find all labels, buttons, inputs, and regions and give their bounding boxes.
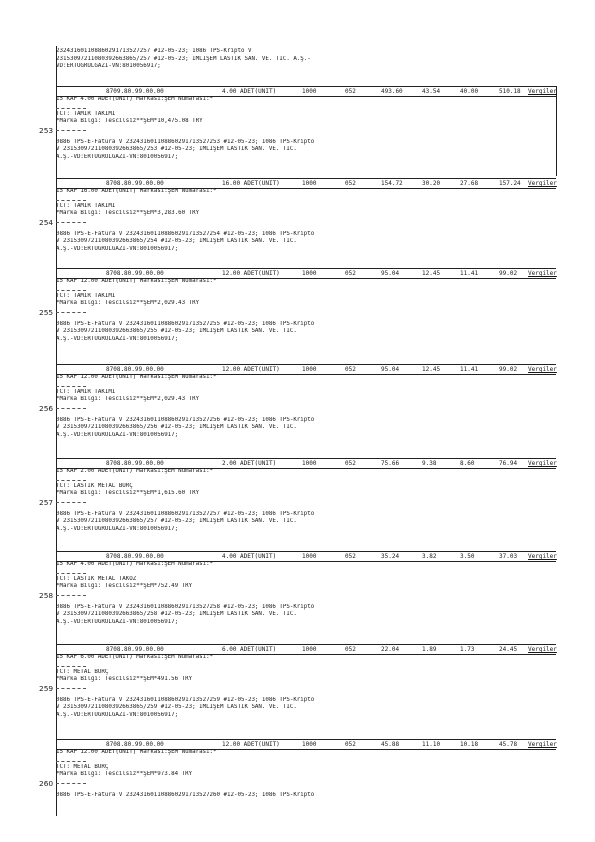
item-name: TCT: TAMİR TAKIMI [56,388,116,395]
item-v4: 510.18 [499,88,521,95]
top-line: 23153097211080392663865/257 #12-05-23; İMLİŞEM LASTİK SAN. VE. TİC. A.Ş.- [56,55,311,62]
item-c2: 052 [345,270,356,277]
item-invoice-line: 0886 TPS-E-Fatura V 232431601108860291713527260 #12-05-23; 1086 TPS-Kripto [56,791,315,798]
item-qty: 4.00 ADET(UNIT) [222,553,277,560]
item-description: 15 KAP 4.00 ADET(UNIT) Markası:ŞEM Numarası:* [56,96,214,102]
item-brand-info: *Marka Bilgi: Tescilsiz**ŞEM*752.49 TRY [56,583,193,590]
item-name: TCT: METAL BURÇ [56,668,109,675]
item-qty: 12.00 ADET(UNIT) [222,741,280,748]
item-c2: 052 [345,646,356,653]
item-v4: 45.78 [499,741,518,748]
item-v3: 1.73 [460,646,475,653]
item-number: 260 [39,779,54,788]
item-name: TCT: TAMİR TAKIMI [56,292,116,299]
dashed-separator [56,499,86,503]
item-invoice-line: A.Ş.-VD:ERTUĞRULGAZİ-VN:8010056917; [56,335,179,342]
item-v4: 157.24 [499,180,521,187]
item-brand-info: *Marka Bilgi: Tescilsiz**ŞEM*2,029.43 TRY [56,300,200,307]
item-v1: 154.72 [381,180,403,187]
item-invoice-line: V 23153097211080392663865/256 #12-05-23; İMLİŞEM LASTİK SAN. VE. TİC. [56,424,297,431]
item-brand-info: *Marka Bilgi: Tescilsiz**ŞEM*3,283.60 TRY [56,210,200,217]
item-brand-info: *Marka Bilgi: Tescilsiz**ŞEM*973.84 TRY [56,771,193,778]
item-qty: 12.00 ADET(UNIT) [222,270,280,277]
item-c2: 052 [345,741,356,748]
item-number: 258 [39,591,54,600]
item-name: TCT: LASTİK METAL BURÇ [56,482,133,489]
item-v3: 10.18 [460,741,479,748]
item-c2: 052 [345,460,356,467]
item-number: 255 [39,308,54,317]
item-invoice-line: 0886 TPS-E-Fatura V 232431601108860291713527257 #12-05-23; 1086 TPS-Kripto [56,510,315,517]
dashed-separator [56,663,86,667]
item-invoice-line: V 23153097211080392663865/259 #12-05-23; İMLİŞEM LASTİK SAN. VE. TİC. [56,704,297,711]
vergiler-link[interactable]: Vergiler [528,270,557,277]
dashed-separator [56,405,86,409]
item-invoice-line: A.Ş.-VD:ERTUĞRULGAZİ-VN:8010056917; [56,245,179,252]
dashed-separator [56,383,86,387]
vergiler-link[interactable]: Vergiler [528,366,557,373]
item-description: 15 KAP 4.00 ADET(UNIT) Markası:ŞEM Numarası:* [56,561,214,567]
item-v3: 40.00 [460,88,479,95]
item-v2: 11.10 [422,741,441,748]
item-v1: 493.60 [381,88,403,95]
item-c1: 1000 [302,180,317,187]
item-brand-info: *Marka Bilgi: Tescilsiz**ŞEM*1,615.60 TRY [56,490,200,497]
item-number: 259 [39,684,54,693]
item-v2: 3.82 [422,553,437,560]
item-body [56,374,556,440]
item-code: 8708.80.99.00.00 [106,366,164,373]
item-invoice-line: A.Ş.-VD:ERTUĞRULGAZİ-VN:8010056917; [56,618,179,625]
item-c2: 052 [345,553,356,560]
item-v2: 1.89 [422,646,437,653]
item-name: TCT: LASTİK METAL TAKOZ [56,575,137,582]
item-invoice-line: 0886 TPS-E-Fatura V 232431601108860291713527256 #12-05-23; 1086 TPS-Kripto [56,416,315,423]
item-v2: 12.45 [422,270,441,277]
item-invoice-line: V 23153097211080392663865/253 #12-05-23; İMLİŞEM LASTİK SAN. VE. TİC. [56,146,297,153]
item-v4: 99.02 [499,270,518,277]
item-c2: 052 [345,88,356,95]
dashed-separator [56,592,86,596]
item-description: 15 KAP 12.00 ADET(UNIT) Markası:ŞEM Numarası:* [56,374,217,380]
vergiler-link[interactable]: Vergiler [528,460,557,467]
item-v1: 95.04 [381,270,400,277]
top-line: VD:ERTUĞRULGAZİ-VN:8010056917; [56,63,161,70]
dashed-separator [56,780,86,784]
vergiler-link[interactable]: Vergiler [528,180,557,187]
vergiler-link[interactable]: Vergiler [528,741,557,748]
item-body [56,188,556,254]
item-invoice-line: 0886 TPS-E-Fatura V 232431601108860291713527259 #12-05-23; 1086 TPS-Kripto [56,696,315,703]
dashed-separator [56,477,86,481]
item-c1: 1000 [302,460,317,467]
item-body [56,468,556,534]
item-invoice-line: A.Ş.-VD:ERTUĞRULGAZİ-VN:8010056917; [56,711,179,718]
item-code: 8708.80.99.00.00 [106,460,164,467]
item-brand-info: *Marka Bilgi: Tescilsiz**ŞEM*491.56 TRY [56,676,193,683]
item-v2: 12.45 [422,366,441,373]
item-v3: 11.41 [460,366,479,373]
item-c2: 052 [345,180,356,187]
item-v4: 99.02 [499,366,518,373]
item-code: 8709.80.99.00.00 [106,88,164,95]
top-line: 232431601108860291713527257 #12-05-23; 1086 TPS-Kripto V [56,48,252,54]
item-name: TCT: METAL BURÇ [56,763,109,770]
item-c1: 1000 [302,646,317,653]
item-name: TCT: TAMİR TAKIMI [56,110,116,117]
item-number: 254 [39,218,54,227]
item-description: 15 KAP 12.00 ADET(UNIT) Markası:ŞEM Numarası:* [56,278,217,284]
item-v2: 30.20 [422,180,441,187]
item-qty: 2.00 ADET(UNIT) [222,460,277,467]
vergiler-link[interactable]: Vergiler [528,88,557,95]
top-continuation [56,48,556,71]
item-body [56,96,556,162]
item-v4: 76.94 [499,460,518,467]
item-description: 15 KAP 16.00 ADET(UNIT) Markası:ŞEM Numarası:* [56,188,217,194]
item-body [56,654,556,720]
item-qty: 4.00 ADET(UNIT) [222,88,277,95]
item-qty: 6.00 ADET(UNIT) [222,646,277,653]
dashed-separator [56,197,86,201]
item-number: 257 [39,498,54,507]
item-invoice-line: V 23153097211080392663865/258 #12-05-23; İMLİŞEM LASTİK SAN. VE. TİC. [56,611,297,618]
item-number: 256 [39,404,54,413]
item-v1: 45.88 [381,741,400,748]
dashed-separator [56,309,86,313]
item-code: 8708.80.99.00.00 [106,270,164,277]
item-v1: 35.24 [381,553,400,560]
item-body [56,278,556,344]
item-v4: 37.03 [499,553,518,560]
item-body [56,561,556,627]
item-code: 8708.80.99.00.00 [106,741,164,748]
dashed-separator [56,127,86,131]
item-code: 8708.80.99.00.00 [106,646,164,653]
item-invoice-line: V 23153097211080392663865/257 #12-05-23; İMLİŞEM LASTİK SAN. VE. TİC. [56,518,297,525]
item-name: TCT: TAMİR TAKIMI [56,202,116,209]
item-c1: 1000 [302,88,317,95]
item-invoice-line: 0886 TPS-E-Fatura V 232431601108860291713527255 #12-05-23; 1086 TPS-Kripto [56,320,315,327]
dashed-separator [56,685,86,689]
item-description: 15 KAP 2.00 ADET(UNIT) Markası:ŞEM Numarası:* [56,468,214,474]
item-number: 253 [39,126,54,135]
item-v3: 8.60 [460,460,475,467]
item-invoice-line: V 23153097211080392663865/254 #12-05-23; İMLİŞEM LASTİK SAN. VE. TİC. [56,238,297,245]
right-border [556,86,557,176]
item-invoice-line: 0886 TPS-E-Fatura V 232431601108860291713527253 #12-05-23; 1086 TPS-Kripto [56,138,315,145]
dashed-separator [56,219,86,223]
vergiler-link[interactable]: Vergiler [528,553,557,560]
item-c2: 052 [345,366,356,373]
item-invoice-line: A.Ş.-VD:ERTUĞRULGAZİ-VN:8010056917; [56,525,179,532]
item-v1: 75.66 [381,460,400,467]
dashed-separator [56,287,86,291]
vergiler-link[interactable]: Vergiler [528,646,557,653]
dashed-separator [56,105,86,109]
item-v1: 22.04 [381,646,400,653]
item-invoice-line: V 23153097211080392663865/255 #12-05-23; İMLİŞEM LASTİK SAN. VE. TİC. [56,328,297,335]
item-c1: 1000 [302,270,317,277]
dashed-separator [56,758,86,762]
item-description: 15 KAP 6.00 ADET(UNIT) Markası:ŞEM Numarası:* [56,654,214,660]
item-v2: 9.38 [422,460,437,467]
item-c1: 1000 [302,366,317,373]
item-invoice-line: A.Ş.-VD:ERTUĞRULGAZİ-VN:8010056917; [56,431,179,438]
item-v3: 3.50 [460,553,475,560]
item-v3: 27.68 [460,180,479,187]
item-qty: 16.00 ADET(UNIT) [222,180,280,187]
item-v1: 95.04 [381,366,400,373]
item-invoice-line: 0886 TPS-E-Fatura V 232431601108860291713527254 #12-05-23; 1086 TPS-Kripto [56,230,315,237]
item-invoice-line: 0886 TPS-E-Fatura V 232431601108860291713527258 #12-05-23; 1086 TPS-Kripto [56,603,315,610]
item-c1: 1000 [302,553,317,560]
item-c1: 1000 [302,741,317,748]
item-code: 8708.80.99.00.00 [106,553,164,560]
item-v2: 43.54 [422,88,441,95]
item-invoice-line: A.Ş.-VD:ERTUĞRULGAZİ-VN:8010056917; [56,153,179,160]
item-v3: 11.41 [460,270,479,277]
item-code: 8708.80.99.00.00 [106,180,164,187]
item-brand-info: *Marka Bilgi: Tescilsiz**ŞEM*10,475.08 TRY [56,118,203,125]
item-qty: 12.00 ADET(UNIT) [222,366,280,373]
item-brand-info: *Marka Bilgi: Tescilsiz**ŞEM*2,029.43 TRY [56,396,200,403]
item-body [56,749,556,799]
dashed-separator [56,570,86,574]
item-v4: 24.45 [499,646,518,653]
item-description: 15 KAP 12.00 ADET(UNIT) Markası:ŞEM Numarası:* [56,749,217,755]
